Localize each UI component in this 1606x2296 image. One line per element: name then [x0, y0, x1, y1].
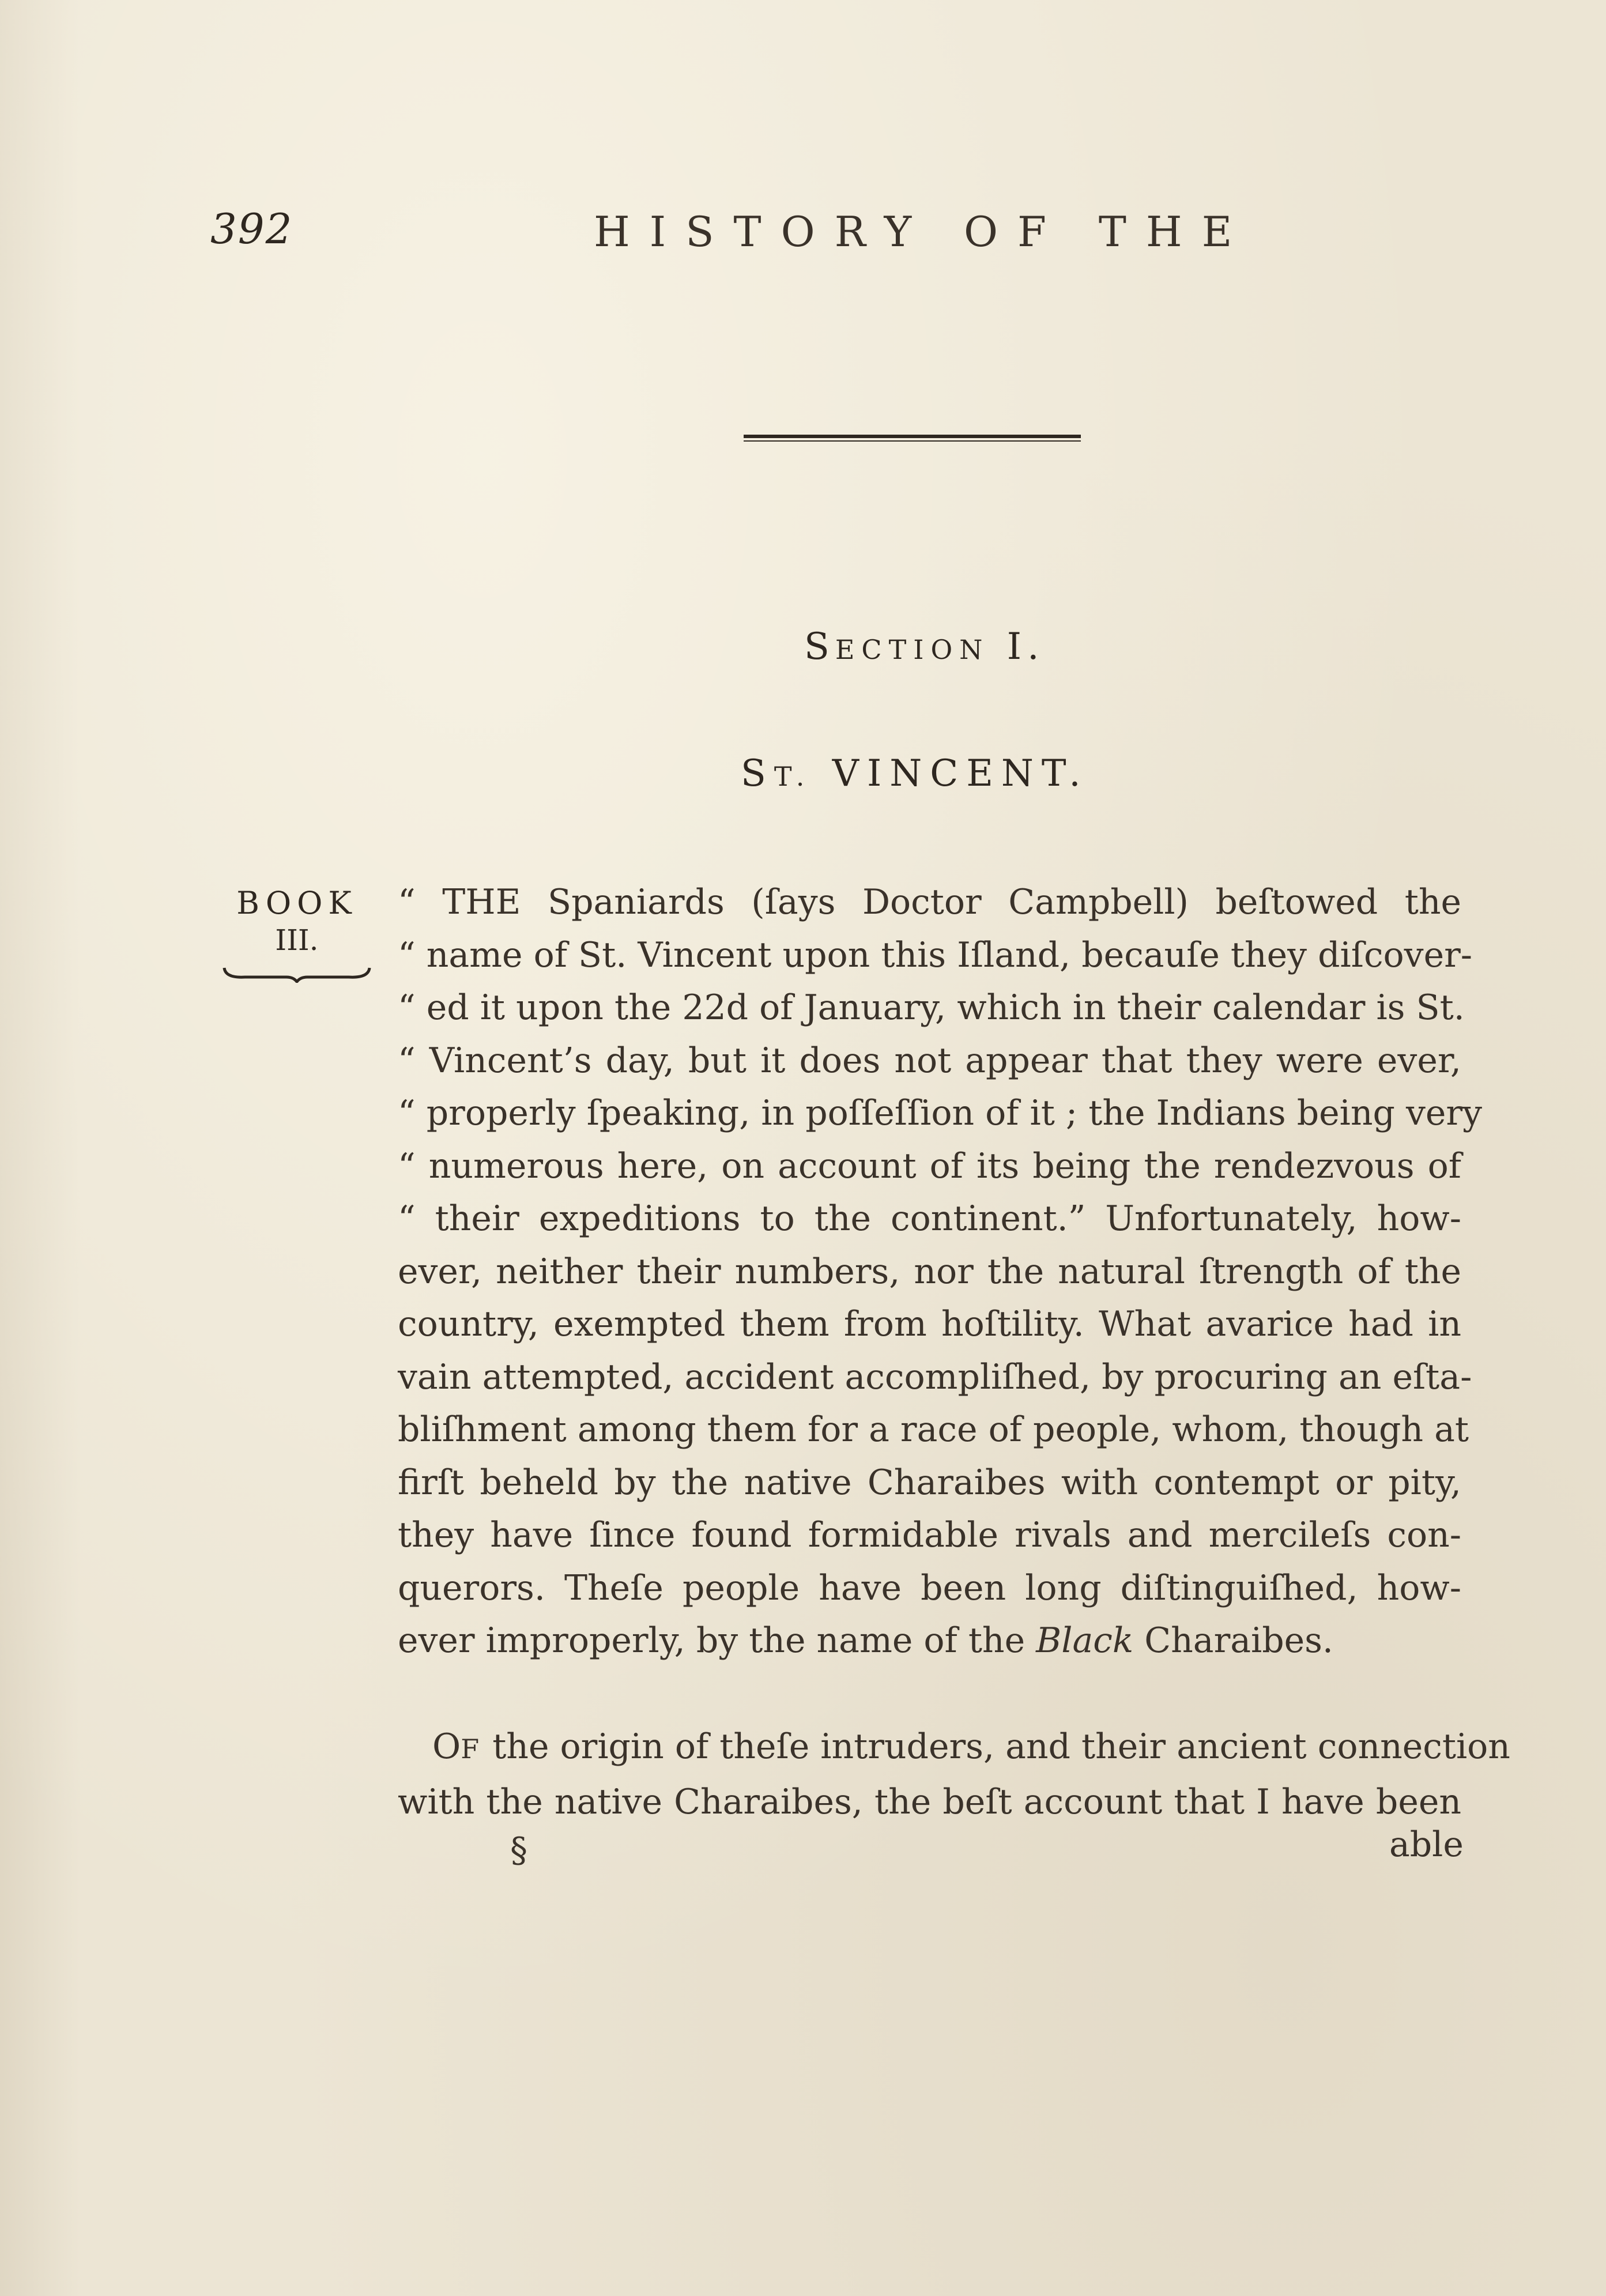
last-line-text-after: Charaibes.	[1133, 1620, 1334, 1661]
paragraph-line: vain attempted, accident accompliſhed, by procuring an eſta-	[398, 1356, 1472, 1397]
paragraph-line: “ ed it upon the 22d of January, which in their calendar is St.	[398, 987, 1465, 1028]
paragraph-line: country, exempted them from hoſtility. What avarice had in	[398, 1304, 1461, 1344]
paragraph-line-rest: the origin of theſe intruders, and their ancient connection	[481, 1726, 1510, 1767]
paragraph-line: “ name of St. Vincent upon this Iſland, becauſe they diſcover-	[398, 934, 1473, 975]
italic-emphasis: Black	[1036, 1620, 1134, 1661]
sidenote-number: III.	[275, 923, 319, 957]
paragraph-line: ever, neither their numbers, nor the natural ſtrength of the	[398, 1251, 1461, 1292]
paragraph-line: “ numerous here, on account of its being the rendezvous of	[398, 1145, 1461, 1186]
last-line-text-before: ever improperly, by the name of the	[398, 1620, 1036, 1661]
lead-small-caps: F	[461, 1733, 482, 1765]
paragraph-line: firſt beheld by the native Charaibes with contempt or pity,	[398, 1462, 1461, 1503]
rule-thick-line	[744, 435, 1081, 438]
lead-initial: O	[432, 1726, 461, 1767]
section-number: I.	[1006, 625, 1045, 668]
decorative-rule	[744, 435, 1081, 443]
section-subheading	[741, 752, 1089, 795]
page-number: 392	[210, 205, 293, 253]
paragraph-line: “ Vincent’s day, but it does not appear that they were ever,	[398, 1040, 1461, 1081]
paragraph-line: bliſhment among them for a race of people, whom, though at	[398, 1409, 1469, 1450]
paragraph-line: querors. Theſe people have been long diſtinguiſhed, how-	[398, 1567, 1461, 1608]
paragraph-line: with the native Charaibes, the beſt account that I have been	[398, 1781, 1461, 1822]
subheading-name: VINCENT.	[832, 752, 1089, 795]
curly-brace-icon	[222, 963, 372, 983]
paragraph-line	[398, 1721, 1510, 1776]
paragraph-1	[398, 876, 1482, 1668]
running-head: HISTORY OF THE	[594, 208, 1252, 256]
subheading-abbr-rest: T.	[774, 761, 813, 792]
paragraph-line: “ THE Spaniards (ſays Doctor Campbell) beſtowed the	[398, 882, 1461, 922]
rule-thin-line	[744, 440, 1081, 442]
section-label-initial: S	[804, 625, 835, 668]
paragraph-last-line	[398, 1615, 1461, 1668]
paragraph-2	[398, 1721, 1510, 1828]
section-label-rest: ECTION	[835, 634, 990, 665]
section-heading	[804, 625, 1045, 668]
paragraph-line: “ properly ſpeaking, in poſſeſſion of it ; the Indians being very	[398, 1093, 1482, 1133]
catchword: able	[1389, 1824, 1464, 1865]
sidenote-book: BOOK	[236, 885, 357, 921]
paragraph-line: “ their expeditions to the continent.” Unfortunately, how-	[398, 1198, 1461, 1239]
margin-sidenote	[213, 885, 380, 983]
subheading-abbr-initial: S	[741, 752, 774, 795]
paragraph-line: they have ſince found formidable rivals and mercileſs con-	[398, 1515, 1461, 1555]
signature-mark: §	[510, 1830, 527, 1871]
